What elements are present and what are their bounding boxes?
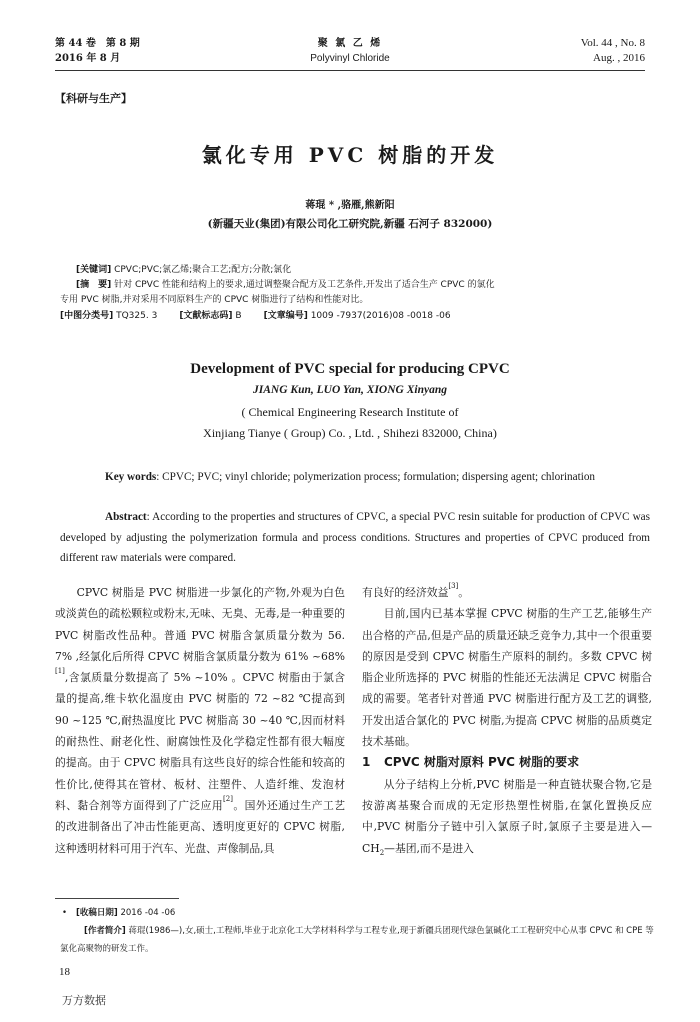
body-text: CPVC 树脂是 PVC 树脂进一步氯化的产物,外观为白色或淡黄色的疏松颗粒或粉末,无味、无臭、无毒,是一种重要的 PVC 树脂改性品种。普通 PVC 树脂含氯质量分数为 56. 7% ,经氯化后所得 CPVC 树脂含氯质量分数为 61% ~68%: [55, 586, 345, 663]
date-cn: 2016 年 8 月: [55, 53, 121, 64]
abstract-cn-text-1: 针对 CPVC 性能和结构上的要求,通过调整聚合配方及工艺条件,开发出了适合生产 CPVC 的氯化: [111, 280, 495, 290]
page-number: 18: [59, 966, 70, 978]
journal-name-en: Polyvinyl Chloride: [310, 53, 390, 64]
abstract-cn-cont: 专用 PVC 树脂,并对采用不同原料生产的 CPVC 树脂进行了结构和性能对比。: [60, 295, 369, 305]
header-divider: [55, 70, 645, 71]
citation-ref[interactable]: [1]: [55, 667, 65, 676]
received-label: [收稿日期]: [76, 908, 118, 918]
citation-ref[interactable]: [2]: [223, 794, 233, 803]
volume-issue-cn: 第 44 卷 第 8 期: [55, 38, 140, 49]
keywords-en: [60, 467, 650, 488]
keywords-cn-text: CPVC;PVC;氯乙烯;聚合工艺;配方;分散;氯化: [111, 265, 292, 275]
body-text: 。: [458, 586, 470, 599]
author-bio-text: 蒋琨(1986—),女,硕士,工程师,毕业于北京化工大学材料科学与工程专业,现于新疆兵团现代绿色氯碱化工工程研究中心从事 CPVC 和 CPE 等氯化高聚物的研发工作。: [60, 926, 654, 954]
volume-issue-en: Vol. 44 , No. 8: [580, 37, 645, 49]
journal-name-cn: 聚 氯 乙 烯: [317, 38, 383, 49]
keywords-cn-label: [关键词]: [76, 265, 112, 275]
body-text: 。国外还通过生产工艺的改进制备出了冲击性能更高、透明度更好的 CPVC 树脂,这种透明材料可用于汽车、光盘、声像制品,具: [55, 798, 345, 855]
author-bio: [60, 922, 660, 958]
affiliation-en-line2: Xinjiang Tianye ( Group) Co. , Ltd. , Shihezi 832000, China): [203, 426, 497, 440]
classification-info: [60, 309, 640, 324]
body-paragraph: [55, 582, 345, 859]
watermark: 万方数据: [62, 994, 106, 1007]
article-id-value: 1009 -7937(2016)08 -0018 -06: [307, 311, 451, 321]
journal-name: [250, 36, 450, 66]
body-paragraph: 目前,国内已基本掌握 CPVC 树脂的生产工艺,能够生产出合格的产品,但是产品的质量还缺乏竞争力,其中一个很重要的原因是受到 CPVC 树脂生产原料的制约。多数 CPVC 树脂企业所选择的 PVC 树脂的性能还无法满足 CPVC 树脂合成的需要。笔者针对普通 PVC 树脂进行配方及工艺的调整,开发出适合氯化的 PVC 树脂,为提高 CPVC 树脂的品质奠定技术基础。: [362, 607, 652, 749]
section-number: 1: [362, 755, 371, 770]
author-bio-label: [作者简介]: [84, 926, 126, 936]
section-title: CPVC 树脂对原料 PVC 树脂的要求: [384, 755, 580, 770]
body-column-left: [55, 582, 345, 859]
abstract-en-text: : According to the properties and structures of CPVC, a special PVC resin suitable for production of CPVC was developed by adjusting the polymerization formula and process conditions. Structures and properties of CPVC produced from different raw materials were compared.: [60, 511, 650, 564]
received-value: 2016 -04 -06: [117, 908, 176, 918]
authors-cn: 蒋琨 * ,骆雁,熊新阳: [305, 200, 395, 211]
subscript: 2: [379, 848, 385, 857]
keywords-cn: [76, 263, 656, 278]
section-tag: 【科研与生产】: [55, 92, 132, 105]
bullet-icon: •: [62, 908, 68, 918]
body-text: ,含氯质量分数提高了 5% ~10% 。CPVC 树脂由于氯含量的提高,维卡软化温度由 PVC 树脂的 72 ~82 ℃提高到 90 ~125 ℃,耐热温度比 PVC 树脂高 30 ~40 ℃,因而材料的耐热性、耐老化性、耐腐蚀性及化学稳定性都有很大幅度的提高。由于 CPVC 树脂具有这些良好的综合性能和较高的性价比,使得其在管材、板材、注塑件、人造纤维、发泡材料、黏合剂等方面得到了广泛应用: [55, 671, 345, 812]
doc-code-value: B: [232, 311, 242, 321]
keywords-en-label: Key words: [105, 471, 157, 483]
paper-title-cn: 氯化专用 PVC 树脂的开发: [201, 143, 499, 167]
body-text: 从分子结构上分析,PVC 树脂是一种直链状聚合物,它是按游离基聚合而成的无定形热塑性树脂,在氯化置换反应中,PVC 树脂分子链中引入氯原子时,氯原子主要是进入—CH: [362, 777, 652, 855]
journal-volume-issue-en: [581, 36, 645, 66]
received-date: [62, 904, 662, 922]
body-paragraph: [362, 582, 652, 603]
date-en: Aug. , 2016: [593, 52, 645, 64]
abstract-en-label: Abstract: [105, 511, 147, 523]
affiliation-en-line1: ( Chemical Engineering Research Institute of: [241, 405, 459, 419]
body-column-right: [362, 582, 652, 864]
abstract-cn-label: [摘 要]: [76, 280, 112, 290]
body-text: —基团,而不是进入: [384, 841, 474, 855]
article-id-label: [文章编号]: [263, 311, 308, 321]
journal-volume-issue: [55, 36, 140, 66]
paper-title-en: Development of PVC special for producing CPVC: [190, 361, 510, 377]
clc-label: [中图分类号]: [60, 311, 114, 321]
doc-code-label: [文献标志码]: [179, 311, 233, 321]
body-text: 有良好的经济效益: [362, 586, 449, 599]
affiliation-cn: (新疆天业(集团)有限公司化工研究院,新疆 石河子 832000): [207, 218, 493, 230]
body-paragraph: [362, 774, 652, 864]
abstract-cn: [76, 278, 656, 293]
section-heading: [362, 752, 652, 773]
citation-ref[interactable]: [3]: [448, 582, 459, 590]
clc-value: TQ325. 3: [113, 311, 158, 321]
keywords-en-text: : CPVC; PVC; vinyl chloride; polymerization process; formulation; dispersing agent; chlorination: [156, 471, 596, 483]
footnote-divider: [55, 898, 179, 899]
authors-en: JIANG Kun, LUO Yan, XIONG Xinyang: [253, 384, 447, 396]
abstract-en: [60, 507, 650, 569]
